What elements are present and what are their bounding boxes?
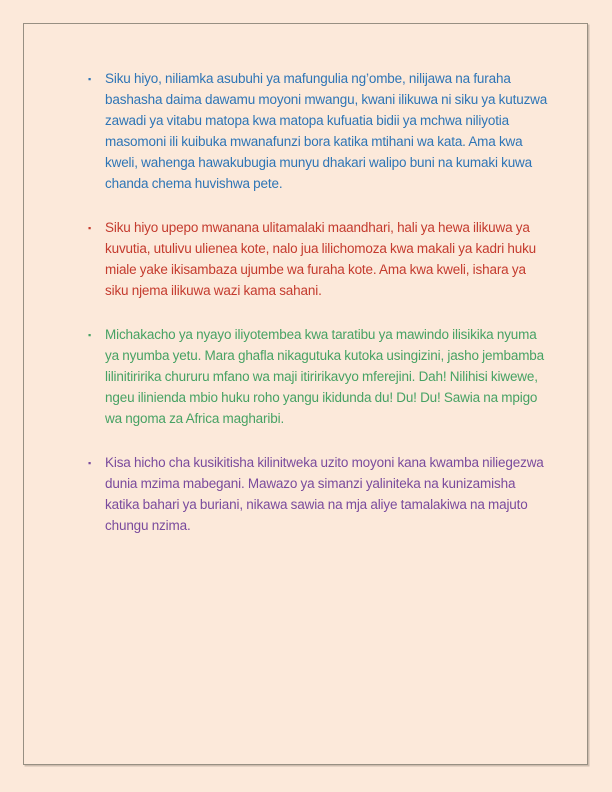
list-item-2: [88, 217, 551, 301]
list-item-1: [88, 68, 551, 194]
paragraph-text: Siku hiyo, niliamka asubuhi ya mafungulia ng’ombe, nilijawa na furaha bashasha daima dawamu moyoni mwangu, kwani ilikuwa ni siku ya kutuzwa zawadi ya vitabu matopa kwa matopa kufuatia bidii ya mchwa niliyotia masomoni ili kuibuka mwanafunzi bora katika mtihani wa kata. Ama kwa kweli, wahenga hawakubugia munyu dhakari walipo buni na kumaki kuwa chanda chema huvishwa pete.: [105, 71, 548, 191]
bullet-list: [24, 24, 587, 536]
square-bullet-icon: ▪: [88, 458, 92, 468]
paragraph-text: Kisa hicho cha kusikitisha kilinitweka uzito moyoni kana kwamba niliegezwa dunia mzima mabegani. Mawazo ya simanzi yaliniteka na kunizamisha katika bahari ya buriani, nikawa sawia na mja aliye tamalakiwa na majuto chungu nzima.: [105, 455, 544, 533]
list-item-4: [88, 452, 551, 536]
square-bullet-icon: ▪: [88, 223, 92, 233]
list-item-3: [88, 324, 551, 429]
paragraph-text: Michakacho ya nyayo iliyotembea kwa taratibu ya mawindo ilisikika nyuma ya nyumba yetu. Mara ghafla nikagutuka kutoka usingizini, jasho jembamba lilinitiririka chururu mfano wa maji itiririkavyo mferejini. Dah! Nilihisi kiwewe, ngeu ilinienda mbio huku roho yangu ikidunda du! Du! Du! Sawia na mpigo wa ngoma za Africa magharibi.: [105, 327, 545, 426]
square-bullet-icon: ▪: [88, 330, 92, 340]
page-border-frame: [23, 23, 588, 765]
paragraph-text: Siku hiyo upepo mwanana ulitamalaki maandhari, hali ya hewa ilikuwa ya kuvutia, utulivu ulienea kote, nalo jua lilichomoza kwa makali ya kadri huku miale yake ikisambaza ujumbe wa furaha kote. Ama kwa kweli, ishara ya siku njema ilikuwa wazi kama sahani.: [105, 220, 537, 298]
square-bullet-icon: ▪: [88, 74, 92, 84]
